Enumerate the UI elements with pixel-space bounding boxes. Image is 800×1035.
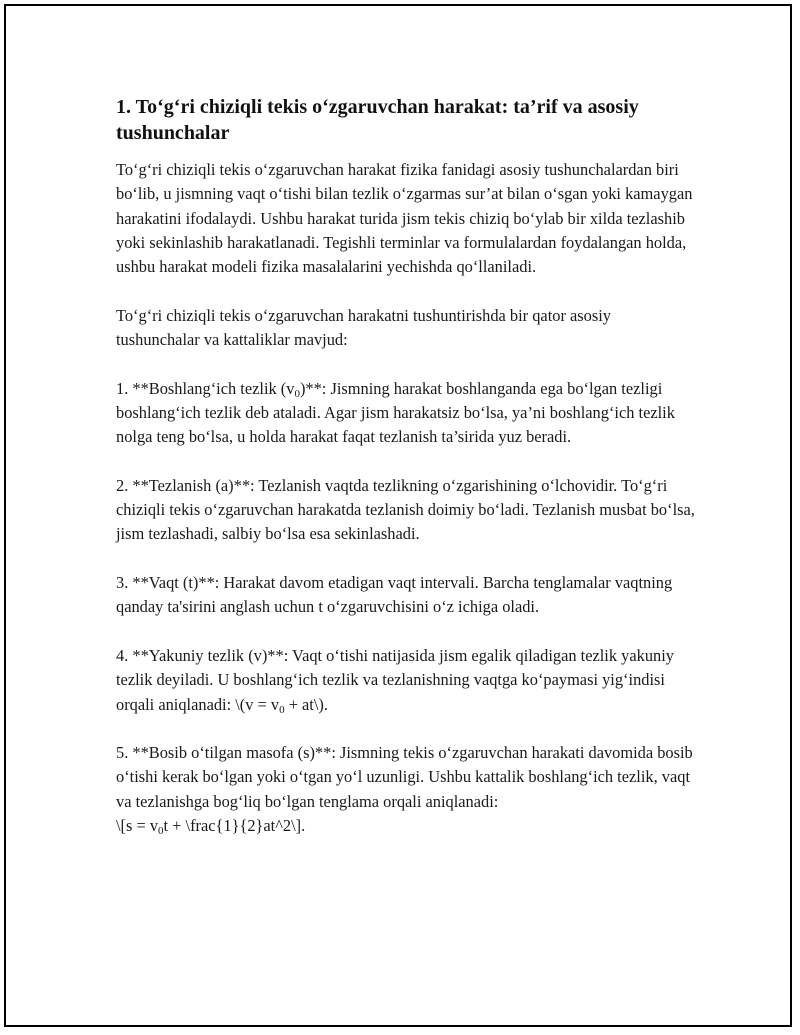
item-initial-velocity-text-b: )**: Jismning harakat boshlanganda ega bo‘lgan tezligi boshlang‘ich tezlik deb ataladi. Agar jism harakatsiz bo‘lsa, ya’ni boshlang‘ich tezlik nolga teng bo‘lsa, u holda harakat faqat tezlanish ta’sirida yuz beradi. — [116, 378, 675, 447]
item-distance-text: 5. **Bosib o‘tilgan masofa (s)**: Jismning tekis o‘zgaruvchan harakati davomida bosib o‘tishi kerak bo‘lgan yoki o‘tgan yo‘l uzunligi. Ushbu kattalik boshlang‘ich tezlik, vaqt va tezlanishga bog‘liq bo‘lgan tenglama orqali aniqlanadi: — [116, 743, 693, 811]
item-acceleration: 2. **Tezlanish (a)**: Tezlanish vaqtda tezlikning o‘zgarishining o‘lchovidir. To‘g‘ri chiziqli tekis o‘zgaruvchan harakatda tezlanish doimiy bo‘ladi. Tezlanish musbat bo‘lsa, jism tezlashadi, salbiy bo‘lsa esa sekinlashadi. — [116, 475, 695, 544]
intro-paragraph: To‘g‘ri chiziqli tekis o‘zgaruvchan harakat fizika fanidagi asosiy tushunchalardan biri bo‘lib, u jismning vaqt o‘tishi bilan tezlik o‘zgarmas sur’at bilan o‘sgan yoki kamaygan harakatini ifodalaydi. Ushbu harakat turida jism tekis chiziq bo‘ylab bir xilda tezlashib yoki sekinlashib harakatlanadi. Tegishli terminlar va formulalardan foydalangan holda, ushbu harakat modeli fizika masalalarini yechishda qo‘llaniladi. — [116, 160, 693, 277]
distance-formula-b: t + \frac{1}{2}at^2\]. — [163, 816, 306, 836]
item-distance — [116, 741, 696, 838]
distance-formula — [116, 816, 306, 838]
item-initial-velocity-text-a: 1. **Boshlang‘ich tezlik (v — [116, 378, 295, 398]
subscript-zero: 0 — [279, 703, 285, 716]
item-final-velocity-text-a: 4. **Yakuniy tezlik (v)**: Vaqt o‘tishi natijasida jism egalik qiladigan tezlik yakuniy tezlik deyiladi. U boshlang‘ich tezlik va tezlanishning vaqtga ko‘paymasi yig‘indisi orqali aniqlanadi: \(v = v — [116, 645, 674, 714]
item-initial-velocity — [116, 377, 696, 450]
subscript-zero: 0 — [158, 825, 164, 838]
item-final-velocity — [116, 644, 696, 717]
subscript-zero: 0 — [294, 387, 300, 400]
section-heading: 1. To‘g‘ri chiziqli tekis o‘zgaruvchan harakat: ta’rif va asosiy tushunchalar — [116, 96, 639, 144]
document-body — [116, 94, 696, 838]
lead-paragraph: To‘g‘ri chiziqli tekis o‘zgaruvchan harakatni tushuntirishda bir qator asosiy tushunchalar va kattaliklar mavjud: — [116, 305, 611, 350]
item-time: 3. **Vaqt (t)**: Harakat davom etadigan vaqt intervali. Barcha tenglamalar vaqtning qanday ta'sirini anglash uchun t o‘zgaruvchisini o‘z ichiga oladi. — [116, 573, 673, 617]
item-final-velocity-text-b: + at\). — [284, 694, 328, 714]
distance-formula-a: \[s = v — [116, 816, 159, 836]
